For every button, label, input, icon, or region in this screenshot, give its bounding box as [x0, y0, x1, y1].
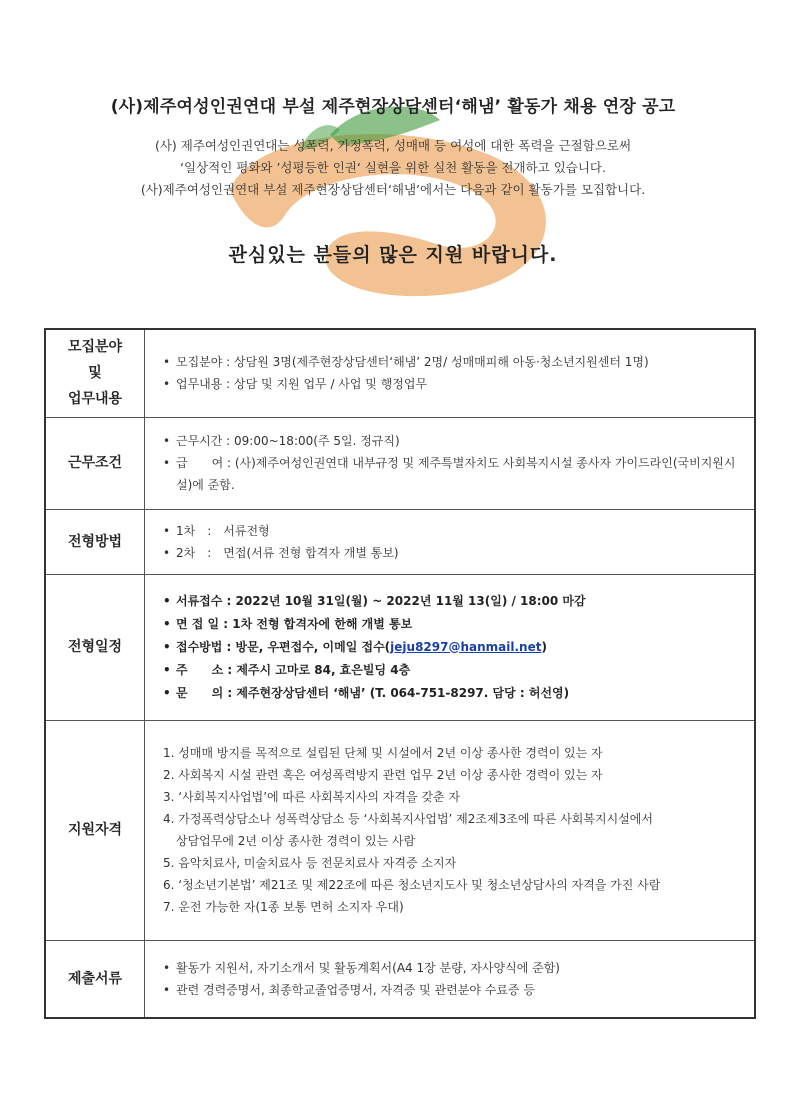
row-content	[145, 417, 756, 509]
table-row-conditions	[45, 417, 755, 509]
list-item-continuation: 상담업무에 2년 이상 종사한 경력이 있는 사람	[176, 834, 416, 848]
row-header-line: 모집분야	[67, 339, 123, 356]
row-header-line: 업무내용	[67, 391, 123, 408]
email-link[interactable]: jeju8297@hanmail.net	[390, 639, 542, 654]
table-row-documents	[45, 940, 755, 1018]
list-item: • 2차 : 면접(서류 전형 합격자 개별 통보)	[163, 542, 742, 564]
list-item: • 활동가 지원서, 자기소개서 및 활동계획서(A4 1장 분량, 자사양식에 준함)	[163, 957, 742, 979]
row-content	[145, 329, 756, 417]
list-item: • 주 소 : 제주시 고마로 84, 효은빌딩 4층	[163, 659, 742, 682]
row-content	[145, 720, 756, 940]
list-item-submission	[163, 636, 742, 659]
list-item: 6. ‘청소년기본법’ 제21조 및 제22조에 따른 청소년지도사 및 청소년상담사의 자격을 가진 사람	[163, 878, 661, 892]
row-content	[145, 509, 756, 574]
row-header	[45, 329, 145, 417]
list-item: • 서류접수 : 2022년 10월 31일(월) ~ 2022년 11월 13(일) / 18:00 마감	[163, 590, 742, 613]
row-content	[145, 574, 756, 720]
recruitment-info-table	[44, 328, 756, 1019]
list-item: • 급 여 : (사)제주여성인권연대 내부규정 및 제주특별자치도 사회복지시설 종사자 가이드라인(국비지원시설)에 준함.	[163, 452, 742, 496]
list-item: • 모집분야 : 상담원 3명(제주현장상담센터‘해냄’ 2명/ 성매매피해 아동·청소년지원센터 1명)	[163, 351, 742, 373]
row-header: 제출서류	[45, 940, 145, 1018]
list-item: • 관련 경력증명서, 최종학교졸업증명서, 자격증 및 관련분야 수료증 등	[163, 979, 742, 1001]
row-content	[145, 940, 756, 1018]
list-item: 2. 사회복지 시설 관련 혹은 여성폭력방지 관련 업무 2년 이상 종사한 경력이 있는 자	[163, 768, 603, 782]
headline: 관심있는 분들의 많은 지원 바랍니다.	[228, 244, 558, 266]
row-header-line: 및	[88, 365, 102, 382]
table-row-recruit	[45, 329, 755, 417]
row-header: 지원자격	[45, 720, 145, 940]
intro-text	[0, 135, 786, 201]
row-header: 전형일정	[45, 574, 145, 720]
list-item: 4. 가정폭력상담소나 성폭력상담소 등 ‘사회복지사업법’ 제2조제3조에 따른 사회복지시설에서	[163, 812, 653, 826]
list-item: • 업무내용 : 상담 및 지원 업무 / 사업 및 행정업무	[163, 373, 742, 395]
list-item: 7. 운전 가능한 자(1종 보통 면허 소지자 우대)	[163, 900, 404, 914]
intro-line: (사)제주여성인권연대 부설 제주현장상담센터‘해냄’에서는 다음과 같이 활동가를 모집합니다.	[140, 182, 646, 197]
list-item: • 문 의 : 제주현장상담센터 ‘해냄’ (T. 064-751-8297. 담당 : 허선영)	[163, 682, 742, 705]
list-item: • 1차 : 서류전형	[163, 520, 742, 542]
submission-text: 접수방법 : 방문, 우편접수, 이메일 접수(	[176, 639, 391, 654]
table-row-schedule	[45, 574, 755, 720]
list-item: • 면 접 일 : 1차 전형 합격자에 한해 개별 통보	[163, 613, 742, 636]
list-item: 5. 음악치료사, 미술치료사 등 전문치료사 자격증 소지자	[163, 856, 457, 870]
paren-close: )	[541, 639, 547, 654]
table-row-qualification	[45, 720, 755, 940]
table-row-method	[45, 509, 755, 574]
intro-line: (사) 제주여성인권연대는 성폭력, 가정폭력, 성매매 등 여성에 대한 폭력을 근절함으로써	[154, 138, 632, 153]
list-item: 1. 성매매 방지를 목적으로 설립된 단체 및 시설에서 2년 이상 종사한 경력이 있는 자	[163, 746, 603, 760]
row-header: 전형방법	[45, 509, 145, 574]
list-item: 3. ‘사회복지사업법’에 따른 사회복지사의 자격을 갖춘 자	[163, 790, 460, 804]
row-header: 근무조건	[45, 417, 145, 509]
intro-line: ‘일상적인 평화와 ’성평등한 인권‘ 실현을 위한 실천 활동을 전개하고 있습니다.	[180, 160, 606, 175]
page-title: (사)제주여성인권연대 부설 제주현장상담센터‘해냄’ 활동가 채용 연장 공고	[110, 97, 676, 117]
list-item: • 근무시간 : 09:00~18:00(주 5일. 정규직)	[163, 430, 742, 452]
